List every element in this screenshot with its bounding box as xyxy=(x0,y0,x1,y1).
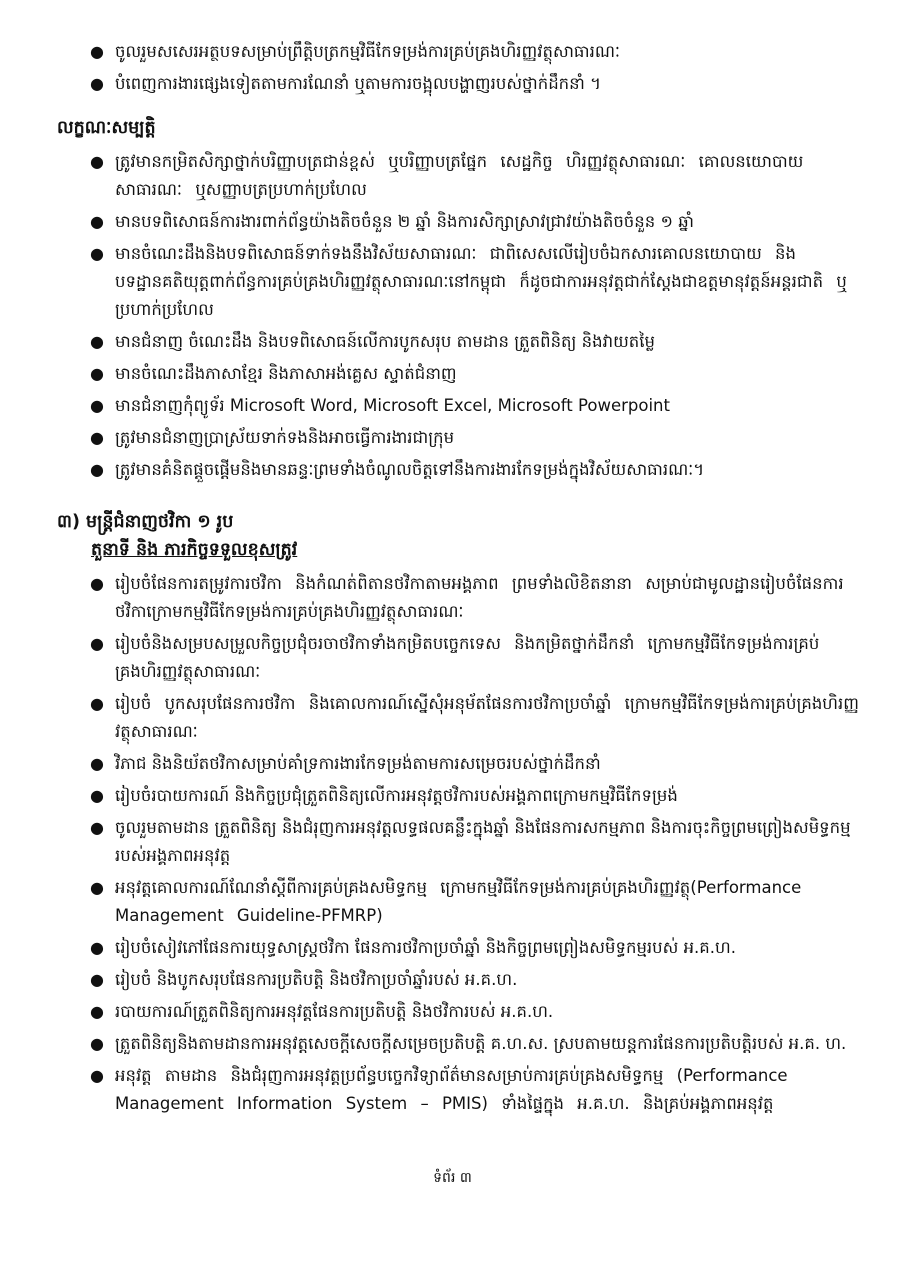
list-item: ● មានចំណេះដឹងនិងបទពិសោធន៍ទាក់ទងនឹងវិស័យសាធារណៈ ជាពិសេសលើរៀបចំឯកសារគោលនយោបាយ និងបទដ្ឋានគតិយុត្តពាក់ព័ន្ធការគ្រប់គ្រងហិរញ្ញវត្ថុសាធារណៈនៅកម្ពុជា ក៏ដូចជាការអនុវត្តជាក់ស្តែងជាឧត្តមានុវត្តន៍អន្តរជាតិ ឬប្រហាក់ប្រហែល xyxy=(0,240,905,324)
page-number: ទំព័រ ៣ xyxy=(433,1170,472,1186)
bullet-icon: ● xyxy=(90,1002,104,1021)
bullet-icon: ● xyxy=(90,396,104,415)
list-item: ● មានបទពិសោធន៍ការងារពាក់ព័ន្ធយ៉ាងតិចចំនួន ២ ឆ្នាំ និងការសិក្សាស្រាវជ្រាវយ៉ាងតិចចំនួន ១ ឆ្នាំ xyxy=(0,208,905,236)
bullet-icon: ● xyxy=(90,244,104,263)
qualifications-heading: លក្ខណៈសម្បត្តិ xyxy=(57,118,156,138)
list-item: ● ចូលរួមតាមដាន ត្រួតពិនិត្យ និងជំរុញការអនុវត្តលទ្ធផលគន្លឹះក្នុងឆ្នាំ និងផែនការសកម្មភាព និងការចុះកិច្ចព្រមព្រៀងសមិទ្ធកម្មរបស់អង្គភាពអនុវត្ត xyxy=(0,814,905,870)
bullet-icon: ● xyxy=(90,938,104,957)
bullet-icon: ● xyxy=(90,694,104,713)
bullet-icon: ● xyxy=(90,364,104,383)
list-item: ● រៀបចំនិងសម្របសម្រួលកិច្ចប្រជុំចរចាថវិកាទាំងកម្រិតបច្ចេកទេស និងកម្រិតថ្នាក់ដឹកនាំ ក្រោមកម្មវិធីកែទម្រង់ការគ្រប់គ្រងហិរញ្ញវត្ថុសាធារណៈ xyxy=(0,630,905,686)
list-item: ● វិភាជ និងនិយ័តថវិកាសម្រាប់គាំទ្រការងារកែទម្រង់តាមការសម្រេចរបស់ថ្នាក់ដឹកនាំ xyxy=(0,750,905,778)
list-item: ● រៀបចំ បូកសរុបផែនការថវិកា និងគោលការណ៍ស្នើសុំអនុម័តផែនការថវិកាប្រចាំឆ្នាំ ក្រោមកម្មវិធីកែទម្រង់ការគ្រប់គ្រងហិរញ្ញវត្ថុសាធារណៈ xyxy=(0,690,905,746)
section-title: ៣) មន្ត្រីជំនាញថវិកា ១ រូប xyxy=(57,512,234,532)
bullet-icon: ● xyxy=(90,1034,104,1053)
bullet-icon: ● xyxy=(90,42,104,61)
top-bullet-list xyxy=(0,38,905,102)
list-item: ● បំពេញការងារផ្សេងទៀតតាមការណែនាំ ឬតាមការចង្អុលបង្ហាញរបស់ថ្នាក់ដឹកនាំ ។ xyxy=(0,70,905,98)
bullet-icon: ● xyxy=(90,428,104,447)
bullet-icon: ● xyxy=(90,152,104,171)
duties-list xyxy=(0,570,905,1118)
bullet-icon: ● xyxy=(90,460,104,479)
bullet-icon: ● xyxy=(90,634,104,653)
bullet-icon: ● xyxy=(90,754,104,773)
bullet-icon: ● xyxy=(90,878,104,897)
bullet-icon: ● xyxy=(90,574,104,593)
bullet-icon: ● xyxy=(90,212,104,231)
list-item: ● មានចំណេះដឹងភាសាខ្មែរ និងភាសាអង់គ្លេស ស្ទាត់ជំនាញ xyxy=(0,360,905,388)
list-item: ● រៀបចំ និងបូកសរុបផែនការប្រតិបត្តិ និងថវិកាប្រចាំឆ្នាំរបស់ អ.គ.ហ. xyxy=(0,966,905,994)
bullet-icon: ● xyxy=(90,818,104,837)
list-item: ● ត្រូវមានកម្រិតសិក្សាថ្នាក់បរិញ្ញាបត្រជាន់ខ្ពស់ ឬបរិញ្ញាបត្រផ្នែក សេដ្ឋកិច្ច ហិរញ្ញវត្ថុសាធារណៈ គោលនយោបាយសាធារណៈ ឬសញ្ញាបត្រប្រហាក់ប្រហែល xyxy=(0,148,905,204)
list-item: ● មានជំនាញ ចំណេះដឹង និងបទពិសោធន៍លើការបូកសរុប តាមដាន ត្រួតពិនិត្យ និងវាយតម្លៃ xyxy=(0,328,905,356)
list-item: ● អនុវត្ត តាមដាន និងជំរុញការអនុវត្តប្រព័ន្ធបច្ចេកវិទ្យាព័ត៌មានសម្រាប់ការគ្រប់គ្រងសមិទ្ធកម្ម (Performance Management Information System – PMIS) ទាំងផ្ទៃក្នុង អ.គ.ហ. និងគ្រប់អង្គភាពអនុវត្ត xyxy=(0,1062,905,1118)
list-item: ● អនុវត្តគោលការណ៍ណែនាំស្តីពីការគ្រប់គ្រងសមិទ្ធកម្ម ក្រោមកម្មវិធីកែទម្រង់ការគ្រប់គ្រងហិរញ្ញវត្ថុ(Performance Management Guideline-PFMRP) xyxy=(0,874,905,930)
list-item: ● រៀបចំសៀវភៅផែនការយុទ្ធសាស្ត្រថវិកា ផែនការថវិកាប្រចាំឆ្នាំ និងកិច្ចព្រមព្រៀងសមិទ្ធកម្មរបស់ អ.គ.ហ. xyxy=(0,934,905,962)
list-item: ● ត្រួតពិនិត្យនិងតាមដានការអនុវត្តសេចក្តីសេចក្តីសម្រេចប្រតិបត្តិ គ.ហ.ស. ស្របតាមយន្តការផែនការប្រតិបត្តិរបស់ អ.គ. ហ. xyxy=(0,1030,905,1058)
bullet-icon: ● xyxy=(90,786,104,805)
list-item: ● រៀបចំផែនការតម្រូវការថវិកា និងកំណត់ពិតានថវិកាតាមអង្គភាព ព្រមទាំងលិខិតនានា សម្រាប់ជាមូលដ្ឋានរៀបចំផែនការថវិកាក្រោមកម្មវិធីកែទម្រង់ការគ្រប់គ្រងហិរញ្ញវត្ថុសាធារណៈ xyxy=(0,570,905,626)
bullet-icon: ● xyxy=(90,970,104,989)
list-item: ● ត្រូវមានគំនិតផ្តួចផ្តើមនិងមានឆន្ទៈព្រមទាំងចំណូលចិត្តទៅនឹងការងារកែទម្រង់ក្នុងវិស័យសាធារណៈ។ xyxy=(0,456,905,484)
list-item: ● របាយការណ៍ត្រួតពិនិត្យការអនុវត្តផែនការប្រតិបត្តិ និងថវិការបស់ អ.គ.ហ. xyxy=(0,998,905,1026)
budget-officer-section xyxy=(0,496,905,1122)
bullet-icon: ● xyxy=(90,1066,104,1085)
list-item: ● មានជំនាញកុំព្យូទ័រ Microsoft Word, Microsoft Excel, Microsoft Powerpoint xyxy=(0,392,905,420)
qualifications-section xyxy=(0,108,905,488)
bullet-icon: ● xyxy=(90,74,104,93)
qualifications-list xyxy=(0,148,905,484)
bullet-icon: ● xyxy=(90,332,104,351)
list-item: ● រៀបចំរបាយការណ៍ និងកិច្ចប្រជុំត្រួតពិនិត្យលើការអនុវត្តថវិការបស់អង្គភាពក្រោមកម្មវិធីកែទម្រង់ xyxy=(0,782,905,810)
section-subtitle: តួនាទី និង ភារកិច្ចទទួលខុសត្រូវ xyxy=(91,540,298,560)
list-item: ● ចូលរួមសសេរអត្ថបទសម្រាប់ព្រឹត្តិបត្រកម្មវិធីកែទម្រង់ការគ្រប់គ្រងហិរញ្ញវត្ថុសាធារណៈ xyxy=(0,38,905,66)
list-item: ● ត្រូវមានជំនាញប្រាស្រ័យទាក់ទងនិងអាចធ្វើការងារជាក្រុម xyxy=(0,424,905,452)
